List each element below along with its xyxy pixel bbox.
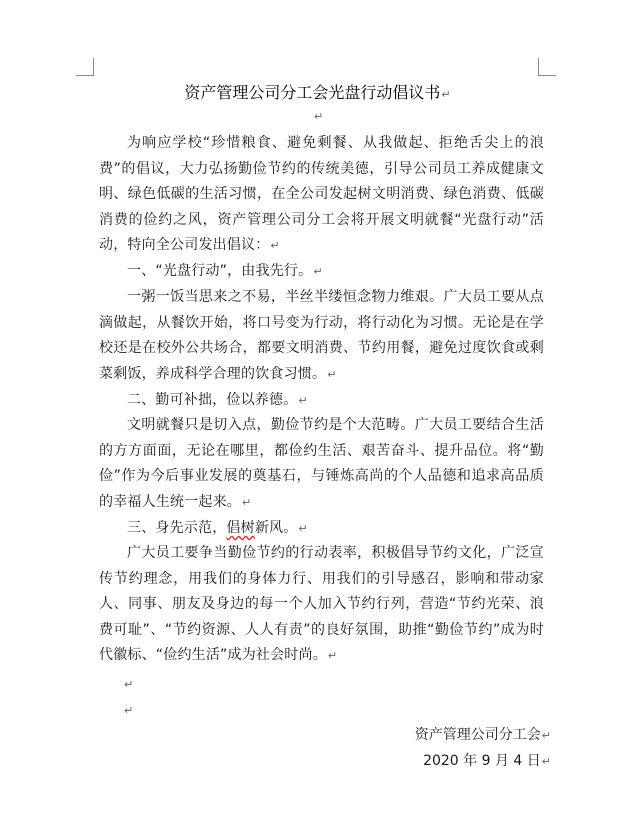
section2-body-text: 文明就餐只是切入点，勤俭节约是个大范畴。广大员工要结合生活的方方面面，无论在哪里，都俭约生活、艰苦奋斗、提升品位。将“勤俭”作为今后事业发展的奠基石，与锤炼高尚的个人品德和追求高品质的幸福人生统一起来。: [99, 417, 544, 510]
section1-heading: [99, 259, 544, 285]
paragraph-mark: ↵: [327, 649, 338, 662]
paragraph-mark: ↵: [327, 367, 337, 381]
section1-body-text: 一粥一饭当思来之不易，半丝半缕恒念物力维艰。广大员工要从点滴做起，从餐饮开始，将口号变为行动，将行动化为习惯。无论是在学校还是在校外公共场合，都要文明消费、节约用餐，避免过度饮食或剩菜剩饭，养成科学合理的饮食习惯。: [99, 289, 544, 382]
section3-body: [99, 541, 544, 669]
intro-text: 为响应学校“珍惜粮食、避免剩餐、从我做起、拒绝舌尖上的浪费”的倡议，大力弘扬勤俭节约的传统美德，引导公司员工养成健康文明、绿色低碳的生活习惯，在全公司发起树文明消费、绿色消费、低碳消费的俭约之风，资产管理公司分工会将开展文明就餐“光盘行动”活动，特向全公司发出倡议：: [99, 135, 544, 253]
section2-heading: [99, 388, 544, 414]
paragraph-mark: ↵: [298, 522, 308, 535]
section1-body: [99, 285, 544, 387]
paragraph-mark: ↵: [541, 729, 551, 742]
paragraph-mark: ↵: [242, 495, 252, 509]
section3-heading-text-end: 新风。: [254, 520, 298, 536]
signature-date-text: 2020 年 9 月 4 日: [423, 753, 541, 769]
intro-paragraph: [99, 131, 544, 259]
paragraph-mark: ↵: [313, 265, 323, 278]
section3-heading: [99, 516, 544, 542]
section3-body-text: 广大员工要争当勤俭节约的行动表率，积极倡导节约文化，广泛宣传节约理念，用我们的身体力行、用我们的引导感召，影响和带动家人、同事、朋友及身边的每一个人加入节约行列，营造“节约光荣、浪费可耻”、“节约资源、人人有责”的良好氛围，助推“勤俭节约”成为时代徽标、“俭约生活”成为社会时尚。: [99, 545, 544, 663]
signature-organization: [415, 724, 551, 744]
signature-date: [423, 750, 551, 770]
paragraph-mark: ↵: [298, 394, 308, 407]
section2-heading-text: 二、勤可补拙，俭以养德。: [127, 392, 298, 408]
spellcheck-underlined-word: 倡树: [226, 520, 255, 536]
margin-corner-top-left: [76, 58, 94, 76]
empty-paragraph-mark: ↵: [124, 704, 134, 717]
title-text: 资产管理公司分工会光盘行动倡议书: [184, 83, 441, 102]
document-title: [0, 80, 635, 103]
margin-corner-top-right: [538, 58, 556, 76]
section2-body: [99, 413, 544, 515]
section3-heading-text: 三、身先示范，: [127, 520, 227, 536]
empty-paragraph-mark: ↵: [124, 678, 134, 691]
paragraph-mark: ↵: [270, 239, 280, 252]
section1-heading-text: 一、“光盘行动”，由我先行。: [127, 263, 313, 279]
signature-org-text: 资产管理公司分工会: [414, 727, 541, 743]
paragraph-mark: ↵: [541, 755, 551, 768]
paragraph-mark: ↵: [441, 88, 451, 101]
empty-paragraph-mark: ↵: [314, 110, 324, 123]
